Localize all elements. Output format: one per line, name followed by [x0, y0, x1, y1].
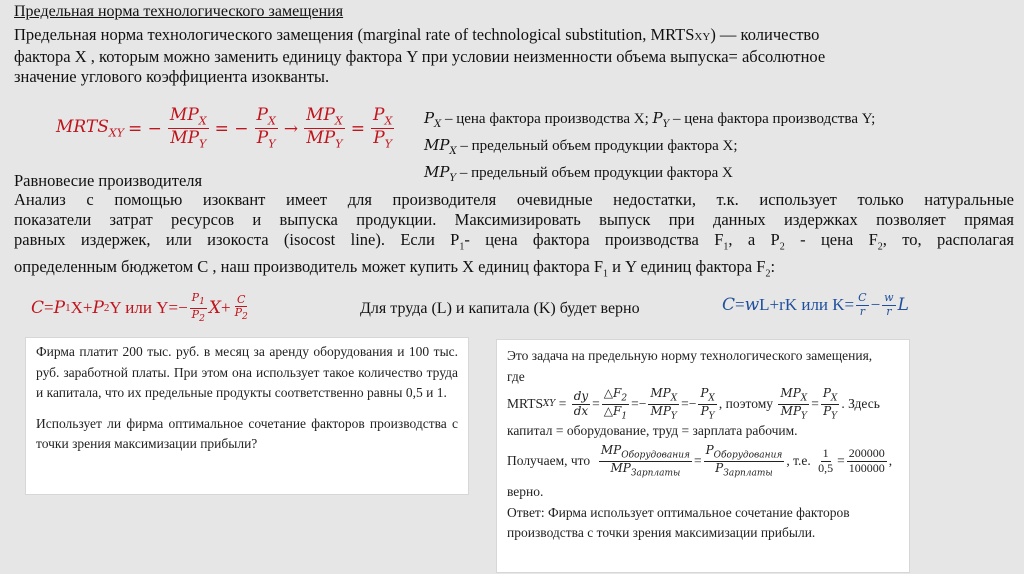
analysis-paragraph: Анализ с помощью изоквант имеет для производителя очевидные недостатки, т.к. использует только натуральные показатели затрат ресурсов и выпуска продукции. Максимизировать выпуск при данных издержках позволяет прямая равных издержек, или изокоста (isocost line). Если $P_1-$ цена фактора производства $F_1$, а $P_2$ - цена $F_2$, то, располагая определенным бюджетом С , наш производитель может купить X единиц фактора $F_1$ и Y единиц фактора $F_2$: [14, 190, 1015, 280]
capital-formula: C = w L+ rK или K= $\frac{C}{r}$ − $\frac{w}{r}$ L [722, 291, 909, 318]
solution-card: Это задача на предельную норму технологического замещения, где MRTS XY = $\frac{dy}{dx}$ = $\frac{\triangle F_2}{\triangle F_1}$ =− $\frac{MP_X}{MP_Y}$ =− $\frac{P_X}{P_Y}$ , поэтому $\frac{MP_X}{MP_Y}$ = $\frac{P_X}{P_Y}$ . Здесь капитал = оборудование, труд = зарплата рабочим. Получаем, что $\frac{MP_{Оборудования}}{MP_{Зарплаты}}$ = $\frac{P_{Оборудования}}{P_{Зарплаты}}$ , т.е. $\frac{1}{0,5}$ = $\frac{200000}{100000}$ , верно. Ответ: Фирма использует оптимальное сочетание факторов производства с точки зрения максимизации прибыли. [497, 340, 909, 572]
task-card [26, 338, 468, 494]
labor-capital-text: Для труда (L) и капитала (K) будет верно [360, 300, 640, 317]
mrts-derivation: MRTS XY = $\frac{dy}{dx}$ = $\frac{\triangle F_2}{\triangle F_1}$ =− $\frac{MP_X}{MP_Y}$ =− $\frac{P_X}{P_Y}$ , поэтому $\frac{MP_X}{MP_Y}$ = $\frac{P_X}{P_Y}$ . Здесь [507, 386, 880, 422]
section-heading: Равновесие производителя [14, 171, 203, 190]
budget-formula: C = P 1 X+ P 2 Y или Y=− $\frac{P_1}{P_2}$ X + $\frac{C}{P_2}$ [31, 291, 248, 324]
solution-answer: Ответ: Фирма использует оптимальное сочетание факторов производства с точки зрения максимизации прибыли. [507, 504, 850, 541]
task-text: Фирма платит 200 тыс. руб. в месяц за аренду оборудования и 100 тыс. руб. заработной платы. При этом она использует такое количество труда и капитала, что их предельные продукты соответственно равны 0,5 и 1. [36, 344, 458, 400]
intro-paragraph: Предельная норма технологического замещения (marginal rate of technological substitution, MRTSXY) — количество фактора Х , которым можно заменить единицу фактора Y при условии неизменности объема выпуска= абсолютное значение углового коэффициента изокванты. [14, 25, 826, 86]
task-question: Использует ли фирма оптимальное сочетание факторов производства с точки зрения максимизации прибыли? [36, 415, 458, 451]
result-row: Получаем, что $\frac{MP_{Оборудования}}{MP_{Зарплаты}}$ = $\frac{P_{Оборудования}}{P_{Зарплаты}}$ , т.е. $\frac{1}{0,5}$ = $\frac{200000}{100000}$ , [507, 442, 893, 479]
mrts-formula: $MRTS_{XY}$ = − $\frac{MP_X}{MP_Y}$ = − $\frac{P_X}{P_Y}$ → $\frac{MP_X}{MP_Y}$ = $\frac{P_X}{P_Y}$ [56, 105, 393, 151]
slide-title: Предельная норма технологического замещения [14, 3, 344, 20]
symbol-legend: $P_X$ – цена фактора производства X; $P_Y$ – цена фактора производства Y; $MP_X$ – предельный объем продукции фактора X; $MP_Y$ – предельный объем продукции фактора X [424, 109, 876, 184]
